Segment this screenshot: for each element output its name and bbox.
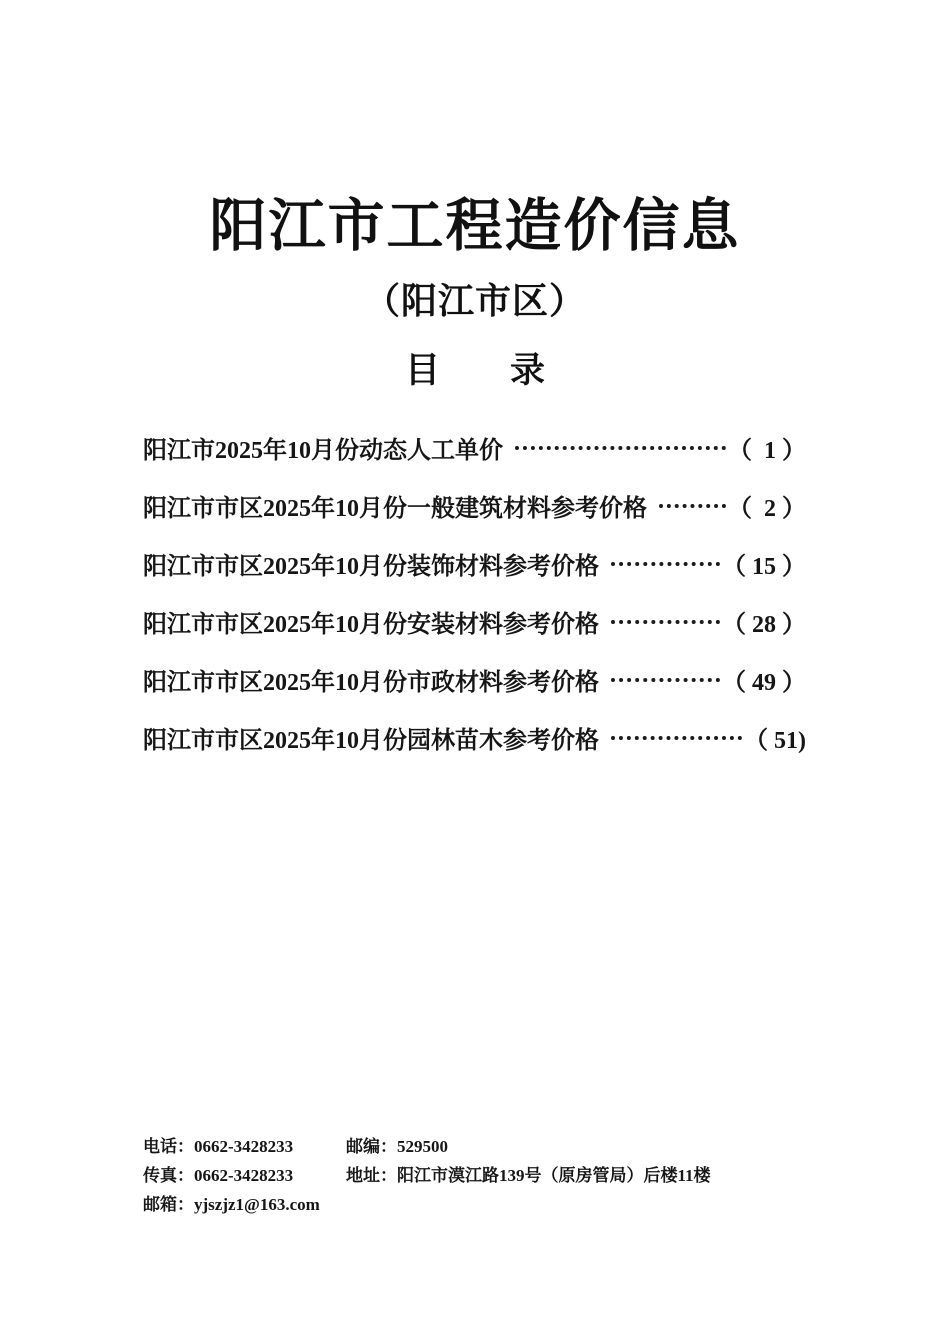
footer-row bbox=[143, 1132, 863, 1161]
toc-entry-title: 阳江市2025年10月份动态人工单价 bbox=[143, 437, 503, 464]
address-text: 地址：阳江市漠江路139号（原房管局）后楼11楼 bbox=[346, 1166, 711, 1185]
toc-entry bbox=[143, 666, 806, 696]
footer-row bbox=[143, 1161, 863, 1190]
toc-entry-page-number: （ 2 ） bbox=[728, 495, 806, 522]
toc-entry bbox=[143, 608, 806, 638]
postal-code-text: 邮编：529500 bbox=[346, 1137, 448, 1156]
toc-entry-page-number: （ 49 ） bbox=[722, 669, 806, 696]
fax-text: 传真：0662-3428233 bbox=[143, 1166, 294, 1185]
toc-entry-page-number: （ 51) bbox=[744, 727, 806, 754]
email-text: 邮箱：yjszjz1@163.com bbox=[143, 1195, 320, 1214]
toc-entry-title: 阳江市市区2025年10月份安装材料参考价格 bbox=[143, 611, 599, 638]
toc-entry-page-number: （ 28 ） bbox=[722, 611, 806, 638]
dot-leader bbox=[611, 736, 742, 740]
table-of-contents bbox=[143, 434, 806, 754]
toc-entry-page-number: （ 15 ） bbox=[722, 553, 806, 580]
contact-footer bbox=[143, 1132, 863, 1219]
document-title: 阳江市工程造价信息 bbox=[209, 195, 741, 258]
dot-leader bbox=[611, 678, 720, 682]
toc-entry-title: 阳江市市区2025年10月份园林苗木参考价格 bbox=[143, 727, 599, 754]
dot-leader bbox=[611, 562, 720, 566]
toc-entry-title: 阳江市市区2025年10月份装饰材料参考价格 bbox=[143, 553, 599, 580]
toc-entry bbox=[143, 434, 806, 464]
toc-entry bbox=[143, 492, 806, 522]
toc-entry bbox=[143, 550, 806, 580]
document-subtitle: （阳江市区） bbox=[363, 281, 586, 321]
footer-empty-cell bbox=[346, 1190, 863, 1219]
toc-entry-page-number: （ 1 ） bbox=[728, 437, 806, 464]
toc-heading: 目 录 bbox=[404, 351, 545, 390]
toc-entry-title: 阳江市市区2025年10月份市政材料参考价格 bbox=[143, 669, 599, 696]
toc-entry bbox=[143, 724, 806, 754]
phone-text: 电话：0662-3428233 bbox=[143, 1137, 294, 1156]
footer-row bbox=[143, 1190, 863, 1219]
toc-entry-title: 阳江市市区2025年10月份一般建筑材料参考价格 bbox=[143, 495, 647, 522]
dot-leader bbox=[515, 446, 726, 450]
dot-leader bbox=[611, 620, 720, 624]
dot-leader bbox=[659, 504, 726, 508]
